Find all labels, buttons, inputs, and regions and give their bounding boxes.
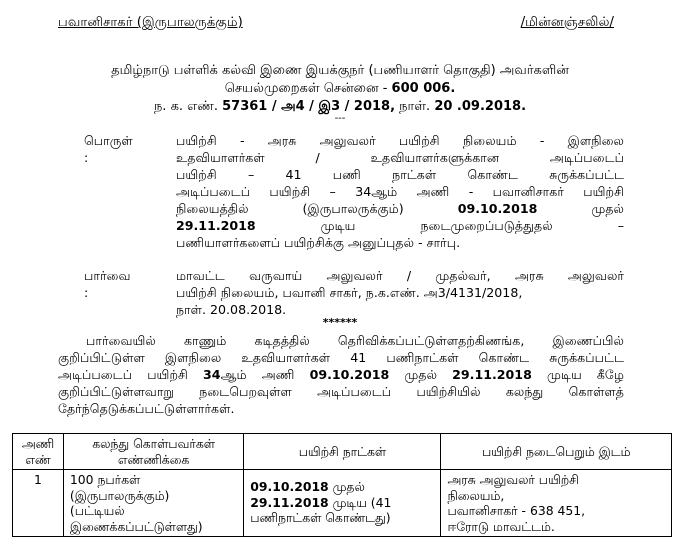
training-table — [12, 433, 672, 537]
cell-batch: 1 — [13, 470, 64, 537]
header-participants — [63, 434, 243, 470]
days-line — [250, 495, 434, 511]
reference-colon: : — [84, 285, 89, 301]
subject-line — [176, 201, 624, 218]
subject-text-segment: முடிய நடைமுறைப்படுத்துதல் – — [255, 218, 624, 233]
reference-text — [176, 268, 624, 319]
reference-line: நாள். 20.08.2018. — [176, 302, 287, 317]
paragraph-line: தேர்ந்தெடுக்கப்பட்டுள்ளார்கள். — [58, 401, 235, 416]
header-email-mark: /மின்னஞ்சலில்/ — [520, 15, 614, 30]
ref-date-label: நாள். — [395, 99, 435, 114]
days-line — [250, 479, 434, 495]
office-line-1: தமிழ்நாடு பள்ளிக் கல்வி இணை இயக்குநர் (பணியாளர் தொகுதி) அவர்களின் — [111, 63, 569, 78]
subject-colon: : — [84, 150, 89, 166]
reference-line: பயிற்சி நிலையம், பவானி சாகர், ந.க.எண். அ3/4131/2018, — [176, 285, 523, 300]
cell-days — [244, 470, 441, 537]
venue-line: ஈரோடு மாவட்டம். — [447, 518, 555, 534]
cell-venue — [441, 470, 672, 537]
office-city: செயல்முறைகள் சென்னை - — [224, 81, 392, 96]
header-participants-line2: எண்ணிக்கை — [117, 451, 190, 467]
subject-line: பயிற்சி – 41 பணி நாட்கள் கொண்ட சுருக்கப்பட்ட — [176, 167, 624, 182]
reference-label: பார்வை — [84, 268, 131, 283]
header-batch-line1: அணி — [21, 436, 55, 451]
days-end: 29.11.2018 — [250, 494, 329, 510]
paragraph-segment: முதல் — [389, 367, 453, 382]
header-participants-line1: கலந்து கொள்பவர்கள் — [92, 436, 215, 451]
table-row — [13, 470, 672, 537]
office-pincode: 600 006. — [391, 81, 456, 96]
paragraph-segment: அடிப்படைப் பயிற்சி — [58, 367, 204, 382]
subject-line: பணியாளர்களைப் பயிற்சிக்கு அனுப்புதல் - சார்பு. — [176, 235, 461, 250]
paragraph-segment: ஆம் அணி — [220, 367, 310, 382]
venue-line: அரசு அலுவலர் பயிற்சி — [447, 472, 579, 487]
header-institution: பவானிசாகர் (இருபாலருக்கும்) — [58, 15, 243, 30]
paragraph-line: குறிப்பிட்டுள்ளவாறு நடைபெறவுள்ள அடிப்படைப் பயிற்சியில் கலந்து கொள்ளத் — [58, 384, 624, 399]
paragraph-line — [58, 367, 624, 384]
paragraph-start-date: 09.10.2018 — [309, 367, 390, 382]
paragraph-line: பார்வையில் காணும் கடிதத்தில் தெரிவிக்கப்பட்டுள்ளதற்கிணங்க, இணைப்பில் — [86, 333, 624, 348]
subject-line: அடிப்படைப் பயிற்சி – 34ஆம் அணி - பவானிசாகர் பயிற்சி — [176, 184, 624, 199]
reference-line: மாவட்ட வருவாய் அலுவலர் / முதல்வர், அரசு அலுவலர் — [176, 268, 624, 283]
office-line-2 — [0, 81, 680, 97]
paragraph-batch-number: 34 — [203, 367, 221, 382]
ref-prefix: ந. க. எண். — [153, 99, 223, 114]
subject-line: பயிற்சி - அரசு அலுவலர் பயிற்சி நிலையம் - இளநிலை — [176, 133, 624, 148]
participants-gender: (இருபாலருக்கும்) — [69, 487, 170, 503]
participants-note: இணைக்கப்பட்டுள்ளது) — [69, 518, 203, 534]
days-note: பணிநாட்கள் கொண்டது) — [250, 510, 391, 525]
venue-line: நிலையம், — [447, 487, 505, 503]
subject-text-segment: முதல் — [537, 201, 624, 216]
header-venue: பயிற்சி நடைபெறும் இடம் — [441, 434, 672, 470]
subject-start-date: 09.10.2018 — [457, 201, 538, 216]
days-start: 09.10.2018 — [250, 479, 329, 494]
participants-note: (பட்டியல் — [69, 503, 125, 518]
subject-label-block — [84, 133, 154, 167]
days-from: முதல் — [328, 479, 365, 494]
section-separator-stars: ****** — [322, 316, 358, 329]
table-header-row — [13, 434, 672, 470]
subject-line: உதவியாளர்கள் / உதவியாளர்களுக்கான அடிப்படைப் — [176, 150, 624, 165]
subject-end-date: 29.11.2018 — [176, 218, 256, 233]
paragraph-line: குறிப்பிட்டுள்ள இளநிலை உதவியாளர்கள் 41 பணிநாட்கள் கொண்ட சுருக்கப்பட்ட — [58, 350, 624, 365]
days-to: முடிய (41 — [328, 494, 392, 510]
header-batch — [13, 434, 64, 470]
ref-number: 57361 / அ4 / இ3 / 2018, — [222, 99, 396, 114]
header-batch-line2: எண் — [25, 451, 51, 467]
header-days: பயிற்சி நாட்கள் — [244, 434, 441, 470]
separator: --- — [334, 113, 346, 124]
reference-label-block — [84, 268, 154, 302]
cell-participants — [63, 470, 243, 537]
paragraph-segment: முடிய கீழே — [531, 367, 624, 382]
body-paragraph — [58, 333, 624, 418]
participants-count: 100 நபர்கள் — [69, 472, 141, 487]
venue-line: பவானிசாகர் - 638 451, — [447, 503, 586, 518]
subject-label: பொருள் — [84, 133, 133, 148]
subject-text — [176, 133, 624, 252]
subject-text-segment: நிலையத்தில் (இருபாலருக்கும்) — [176, 201, 458, 216]
ref-date: 20 .09.2018. — [434, 99, 527, 114]
subject-line — [176, 218, 624, 235]
paragraph-end-date: 29.11.2018 — [452, 367, 532, 382]
